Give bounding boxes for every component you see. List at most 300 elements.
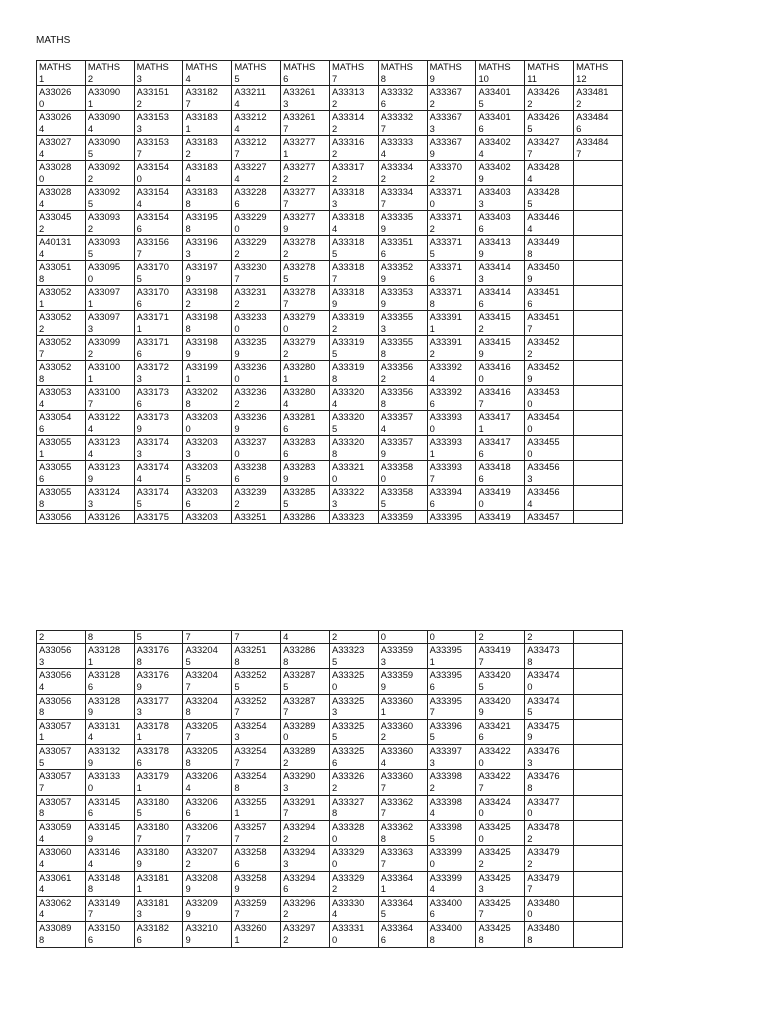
document-title: MATHS bbox=[36, 35, 71, 46]
table-cell: A33334 2 bbox=[378, 161, 427, 186]
table-cell: A33131 4 bbox=[85, 719, 134, 744]
table-cell: A33090 1 bbox=[85, 86, 134, 111]
table-cell: A33235 9 bbox=[232, 336, 281, 361]
table-cell: A33124 3 bbox=[85, 486, 134, 511]
table-cell: A33203 6 bbox=[183, 486, 232, 511]
table-cell: A33289 0 bbox=[281, 719, 330, 744]
table-cell: A33170 5 bbox=[134, 261, 183, 286]
table-cell: A33400 8 bbox=[427, 922, 476, 947]
table-cell bbox=[574, 795, 623, 820]
table-cell: 5 bbox=[134, 631, 183, 644]
table-cell: A33097 3 bbox=[85, 311, 134, 336]
table-cell: A33328 0 bbox=[329, 821, 378, 846]
table-cell: A33182 7 bbox=[183, 86, 232, 111]
table-cell: A33195 8 bbox=[183, 211, 232, 236]
table-cell: A33332 7 bbox=[378, 111, 427, 136]
table-cell: A33331 0 bbox=[329, 922, 378, 947]
table-cell: A33397 3 bbox=[427, 745, 476, 770]
table-cell: A33151 2 bbox=[134, 86, 183, 111]
table-cell: A33197 9 bbox=[183, 261, 232, 286]
table-cell: A33475 9 bbox=[525, 719, 574, 744]
table-cell: A33399 4 bbox=[427, 871, 476, 896]
table-row bbox=[37, 136, 623, 161]
table-cell: A33395 1 bbox=[427, 644, 476, 669]
table-cell: MATHS 2 bbox=[85, 61, 134, 86]
table-cell: A33156 7 bbox=[134, 236, 183, 261]
table-cell: A33181 3 bbox=[134, 896, 183, 921]
table-cell: A33212 4 bbox=[232, 111, 281, 136]
table-cell bbox=[574, 669, 623, 694]
table-cell: A33236 0 bbox=[232, 361, 281, 386]
table-cell: A33055 6 bbox=[37, 461, 86, 486]
table-cell: A33208 9 bbox=[183, 871, 232, 896]
table-cell: A33476 3 bbox=[525, 745, 574, 770]
table-cell: 2 bbox=[476, 631, 525, 644]
table-cell: A33057 5 bbox=[37, 745, 86, 770]
table-cell: A33059 4 bbox=[37, 821, 86, 846]
table-cell: A33204 8 bbox=[183, 694, 232, 719]
table-row bbox=[37, 286, 623, 311]
table-cell: 0 bbox=[427, 631, 476, 644]
table-cell bbox=[574, 461, 623, 486]
table-cell: A33149 7 bbox=[85, 896, 134, 921]
table-cell: A33352 9 bbox=[378, 261, 427, 286]
table-cell: A33206 4 bbox=[183, 770, 232, 795]
table-cell: A33278 7 bbox=[281, 286, 330, 311]
table-cell: A33398 4 bbox=[427, 795, 476, 820]
table-cell: A33056 4 bbox=[37, 669, 86, 694]
table-cell: A33395 6 bbox=[427, 669, 476, 694]
table-cell: A33176 8 bbox=[134, 644, 183, 669]
table-cell: A33198 2 bbox=[183, 286, 232, 311]
table-cell: A33473 8 bbox=[525, 644, 574, 669]
table-cell: A33056 8 bbox=[37, 694, 86, 719]
table-cell: A33417 1 bbox=[476, 411, 525, 436]
table-cell: A33052 2 bbox=[37, 311, 86, 336]
table-cell: A33363 7 bbox=[378, 846, 427, 871]
table-cell: A33055 8 bbox=[37, 486, 86, 511]
table-row bbox=[37, 461, 623, 486]
table-cell: A33320 8 bbox=[329, 436, 378, 461]
table-row bbox=[37, 211, 623, 236]
table-row bbox=[37, 694, 623, 719]
table-cell: A33260 1 bbox=[232, 922, 281, 947]
table-cell bbox=[574, 644, 623, 669]
table-cell: A33296 2 bbox=[281, 896, 330, 921]
table-cell: A33056 bbox=[37, 511, 86, 524]
table-cell: A33476 8 bbox=[525, 770, 574, 795]
table-cell bbox=[574, 211, 623, 236]
table-cell: A33092 5 bbox=[85, 186, 134, 211]
table-cell: MATHS 9 bbox=[427, 61, 476, 86]
table-cell: A33230 7 bbox=[232, 261, 281, 286]
table-cell: A33367 9 bbox=[427, 136, 476, 161]
table-cell: A33416 0 bbox=[476, 361, 525, 386]
table-cell: A33231 2 bbox=[232, 286, 281, 311]
table-cell: A33277 1 bbox=[281, 136, 330, 161]
table-cell: A33364 5 bbox=[378, 896, 427, 921]
table-cell: A33128 9 bbox=[85, 694, 134, 719]
table-cell: A33207 2 bbox=[183, 846, 232, 871]
table-cell: A33237 0 bbox=[232, 436, 281, 461]
table-cell: A33055 1 bbox=[37, 436, 86, 461]
table-cell: A33426 2 bbox=[525, 86, 574, 111]
table-cell: A33484 6 bbox=[574, 111, 623, 136]
table-cell: A33174 4 bbox=[134, 461, 183, 486]
table-cell: A33045 2 bbox=[37, 211, 86, 236]
table-row bbox=[37, 922, 623, 947]
table-cell: A33287 5 bbox=[281, 669, 330, 694]
table-cell bbox=[574, 286, 623, 311]
table-cell: MATHS 6 bbox=[281, 61, 330, 86]
table-cell: A33318 9 bbox=[329, 286, 378, 311]
table-cell: A33181 1 bbox=[134, 871, 183, 896]
table-cell: A33174 5 bbox=[134, 486, 183, 511]
table-cell: A33334 7 bbox=[378, 186, 427, 211]
table-cell: A33480 0 bbox=[525, 896, 574, 921]
table-cell bbox=[574, 236, 623, 261]
table-cell: A33367 3 bbox=[427, 111, 476, 136]
table-cell: A33396 5 bbox=[427, 719, 476, 744]
table-cell bbox=[574, 386, 623, 411]
table-cell: A33122 4 bbox=[85, 411, 134, 436]
table-cell: A33325 3 bbox=[329, 694, 378, 719]
table-cell: A33053 4 bbox=[37, 386, 86, 411]
table-cell: A33061 4 bbox=[37, 871, 86, 896]
table-cell: A33425 2 bbox=[476, 846, 525, 871]
table-cell: A33261 3 bbox=[281, 86, 330, 111]
table-cell: A33286 bbox=[281, 511, 330, 524]
table-cell: A33316 2 bbox=[329, 136, 378, 161]
table-cell: A33420 9 bbox=[476, 694, 525, 719]
table-cell: A33028 4 bbox=[37, 186, 86, 211]
table-cell: A33199 1 bbox=[183, 361, 232, 386]
table-cell: A33395 7 bbox=[427, 694, 476, 719]
table-cell: A33278 5 bbox=[281, 261, 330, 286]
table-cell: A33319 2 bbox=[329, 311, 378, 336]
table-cell: A33254 3 bbox=[232, 719, 281, 744]
table-cell: A33057 8 bbox=[37, 795, 86, 820]
table-cell: A33318 3 bbox=[329, 186, 378, 211]
table-cell: MATHS 4 bbox=[183, 61, 232, 86]
table-cell: A33093 5 bbox=[85, 236, 134, 261]
table-cell: A33128 1 bbox=[85, 644, 134, 669]
table-cell: A33178 6 bbox=[134, 745, 183, 770]
table-cell: A33479 2 bbox=[525, 846, 574, 871]
table-cell: A33258 9 bbox=[232, 871, 281, 896]
table-cell: MATHS 1 bbox=[37, 61, 86, 86]
table-cell: A33252 7 bbox=[232, 694, 281, 719]
table-cell bbox=[574, 361, 623, 386]
table-cell: A33176 9 bbox=[134, 669, 183, 694]
table-cell: A33320 4 bbox=[329, 386, 378, 411]
table-cell: A33093 2 bbox=[85, 211, 134, 236]
table-cell bbox=[574, 161, 623, 186]
table-cell: MATHS 8 bbox=[378, 61, 427, 86]
table-cell: A33320 5 bbox=[329, 411, 378, 436]
table-cell: A33252 5 bbox=[232, 669, 281, 694]
table-cell: A33210 9 bbox=[183, 922, 232, 947]
table-cell: A33370 2 bbox=[427, 161, 476, 186]
table-row bbox=[37, 486, 623, 511]
table-cell: A33229 0 bbox=[232, 211, 281, 236]
table-cell: A33052 1 bbox=[37, 286, 86, 311]
table-row bbox=[37, 745, 623, 770]
table-cell: A33357 4 bbox=[378, 411, 427, 436]
table-cell: A33183 8 bbox=[183, 186, 232, 211]
table-cell: A33177 3 bbox=[134, 694, 183, 719]
table-cell: A33353 9 bbox=[378, 286, 427, 311]
table-cell: A33359 bbox=[378, 511, 427, 524]
table-cell: A33360 4 bbox=[378, 745, 427, 770]
table-cell bbox=[574, 261, 623, 286]
table-cell: A33183 1 bbox=[183, 111, 232, 136]
table-cell: A33360 7 bbox=[378, 770, 427, 795]
table-cell: A33297 2 bbox=[281, 922, 330, 947]
table-cell: A33052 7 bbox=[37, 336, 86, 361]
table-cell: A33425 3 bbox=[476, 871, 525, 896]
table-row bbox=[37, 719, 623, 744]
table-cell: A33355 3 bbox=[378, 311, 427, 336]
table-cell: A33371 2 bbox=[427, 211, 476, 236]
table-cell: A33413 9 bbox=[476, 236, 525, 261]
table-cell: 8 bbox=[85, 631, 134, 644]
table-cell: A33427 7 bbox=[525, 136, 574, 161]
table-row bbox=[37, 261, 623, 286]
table-cell: A33238 6 bbox=[232, 461, 281, 486]
table-cell bbox=[574, 511, 623, 524]
table-cell: A33419 0 bbox=[476, 486, 525, 511]
table-cell bbox=[574, 311, 623, 336]
table-cell: A33371 0 bbox=[427, 186, 476, 211]
table-row bbox=[37, 871, 623, 896]
table-cell: A33054 6 bbox=[37, 411, 86, 436]
table-cell: A33392 6 bbox=[427, 386, 476, 411]
table-cell: A33146 4 bbox=[85, 846, 134, 871]
table-cell bbox=[574, 871, 623, 896]
table-cell: A33399 0 bbox=[427, 846, 476, 871]
table-cell: A33393 0 bbox=[427, 411, 476, 436]
table-cell: A33371 5 bbox=[427, 236, 476, 261]
table-cell: 2 bbox=[37, 631, 86, 644]
table-cell: A33418 6 bbox=[476, 461, 525, 486]
table-cell: A33278 2 bbox=[281, 236, 330, 261]
table-cell: A33279 0 bbox=[281, 311, 330, 336]
table-cell: A33229 2 bbox=[232, 236, 281, 261]
table-cell: A33204 7 bbox=[183, 669, 232, 694]
table-cell: A33183 2 bbox=[183, 136, 232, 161]
table-cell: A33314 2 bbox=[329, 111, 378, 136]
table-cell: A33356 2 bbox=[378, 361, 427, 386]
table-row bbox=[37, 511, 623, 524]
table-cell: A33393 7 bbox=[427, 461, 476, 486]
table-cell: A33325 6 bbox=[329, 745, 378, 770]
table-cell: A33425 8 bbox=[476, 922, 525, 947]
table-cell: A33321 0 bbox=[329, 461, 378, 486]
table-cell: A33452 9 bbox=[525, 361, 574, 386]
table-cell: A33100 1 bbox=[85, 361, 134, 386]
table-cell: A33415 9 bbox=[476, 336, 525, 361]
table-cell: A33360 1 bbox=[378, 694, 427, 719]
table-cell: A33258 6 bbox=[232, 846, 281, 871]
table-cell: A33180 9 bbox=[134, 846, 183, 871]
table-cell: MATHS 10 bbox=[476, 61, 525, 86]
table-cell: A33425 0 bbox=[476, 821, 525, 846]
table-cell: A33209 9 bbox=[183, 896, 232, 921]
table-cell: 7 bbox=[183, 631, 232, 644]
table-cell: A33206 6 bbox=[183, 795, 232, 820]
table-cell: A33322 3 bbox=[329, 486, 378, 511]
table-cell: A33255 1 bbox=[232, 795, 281, 820]
table-cell: A33170 6 bbox=[134, 286, 183, 311]
table-row bbox=[37, 161, 623, 186]
table-cell: A33400 6 bbox=[427, 896, 476, 921]
table-row bbox=[37, 111, 623, 136]
table-cell: A33099 2 bbox=[85, 336, 134, 361]
table-cell: A33205 7 bbox=[183, 719, 232, 744]
table-cell: A33420 5 bbox=[476, 669, 525, 694]
table-cell: A33393 1 bbox=[427, 436, 476, 461]
table-row bbox=[37, 336, 623, 361]
table-cell: A33128 6 bbox=[85, 669, 134, 694]
table-cell: A33453 0 bbox=[525, 386, 574, 411]
table-cell: A33283 9 bbox=[281, 461, 330, 486]
table-cell: A33291 7 bbox=[281, 795, 330, 820]
table-cell: A33277 9 bbox=[281, 211, 330, 236]
table-cell: A33424 0 bbox=[476, 795, 525, 820]
table-cell: A33362 7 bbox=[378, 795, 427, 820]
table-cell: A33419 7 bbox=[476, 644, 525, 669]
table-row bbox=[37, 186, 623, 211]
table-cell: A33090 4 bbox=[85, 111, 134, 136]
table-cell: A33403 3 bbox=[476, 186, 525, 211]
table-cell: A33362 8 bbox=[378, 821, 427, 846]
table-cell bbox=[574, 631, 623, 644]
table-cell: A33277 2 bbox=[281, 161, 330, 186]
table-cell bbox=[574, 922, 623, 947]
table-cell: A33281 6 bbox=[281, 411, 330, 436]
table-cell: A33478 2 bbox=[525, 821, 574, 846]
table-cell: A33172 3 bbox=[134, 361, 183, 386]
table-cell: A33480 8 bbox=[525, 922, 574, 947]
table-cell: A33060 4 bbox=[37, 846, 86, 871]
table-cell: 7 bbox=[232, 631, 281, 644]
table-cell bbox=[574, 436, 623, 461]
table-cell: A33323 bbox=[329, 511, 378, 524]
table-cell: A33239 2 bbox=[232, 486, 281, 511]
table-row bbox=[37, 846, 623, 871]
table-cell: A33398 5 bbox=[427, 821, 476, 846]
table-cell: A33153 3 bbox=[134, 111, 183, 136]
table-cell: A33203 0 bbox=[183, 411, 232, 436]
table-cell: A33422 0 bbox=[476, 745, 525, 770]
table-cell: A33089 8 bbox=[37, 922, 86, 947]
table-cell: A33359 9 bbox=[378, 669, 427, 694]
table-cell: A33154 4 bbox=[134, 186, 183, 211]
table-cell bbox=[574, 745, 623, 770]
table-cell bbox=[574, 821, 623, 846]
table-cell: MATHS 3 bbox=[134, 61, 183, 86]
table-cell: A33392 4 bbox=[427, 361, 476, 386]
table-cell: A33236 2 bbox=[232, 386, 281, 411]
table-cell: A33227 4 bbox=[232, 161, 281, 186]
table-cell: A33205 8 bbox=[183, 745, 232, 770]
table-cell: A33027 4 bbox=[37, 136, 86, 161]
table-cell bbox=[574, 411, 623, 436]
table-cell: A33414 6 bbox=[476, 286, 525, 311]
table-row bbox=[37, 896, 623, 921]
table-cell: A33325 0 bbox=[329, 669, 378, 694]
table-row bbox=[37, 669, 623, 694]
table-cell: A33198 9 bbox=[183, 336, 232, 361]
table-cell: A33332 6 bbox=[378, 86, 427, 111]
table-cell: A33402 4 bbox=[476, 136, 525, 161]
table-cell: A33356 8 bbox=[378, 386, 427, 411]
table-cell: A33100 7 bbox=[85, 386, 134, 411]
table-cell: A33294 3 bbox=[281, 846, 330, 871]
table-cell: A33456 4 bbox=[525, 486, 574, 511]
table-cell: A33351 6 bbox=[378, 236, 427, 261]
table-row bbox=[37, 411, 623, 436]
table-cell: A33401 6 bbox=[476, 111, 525, 136]
table-cell: A33228 6 bbox=[232, 186, 281, 211]
table-cell: A33206 7 bbox=[183, 821, 232, 846]
table-cell: A33323 5 bbox=[329, 644, 378, 669]
table-cell: A33446 4 bbox=[525, 211, 574, 236]
table-cell: A33294 2 bbox=[281, 821, 330, 846]
table-cell: 2 bbox=[329, 631, 378, 644]
table-cell: A33329 2 bbox=[329, 871, 378, 896]
table-cell: A33333 4 bbox=[378, 136, 427, 161]
table-cell: A33251 8 bbox=[232, 644, 281, 669]
table-cell: A33052 8 bbox=[37, 361, 86, 386]
table-cell: 4 bbox=[281, 631, 330, 644]
table-cell: A33319 5 bbox=[329, 336, 378, 361]
table-cell: A33364 6 bbox=[378, 922, 427, 947]
table-cell: A33092 2 bbox=[85, 161, 134, 186]
table-cell: A33154 0 bbox=[134, 161, 183, 186]
table-cell bbox=[574, 186, 623, 211]
table-cell: A33360 2 bbox=[378, 719, 427, 744]
table-cell bbox=[574, 336, 623, 361]
table-cell: 0 bbox=[378, 631, 427, 644]
table-cell: A33450 9 bbox=[525, 261, 574, 286]
table-cell: A33123 4 bbox=[85, 436, 134, 461]
table-row bbox=[37, 436, 623, 461]
table-row bbox=[37, 86, 623, 111]
table-cell: A33259 7 bbox=[232, 896, 281, 921]
table-cell: A33148 8 bbox=[85, 871, 134, 896]
table-cell: A33180 5 bbox=[134, 795, 183, 820]
table-cell: A33028 0 bbox=[37, 161, 86, 186]
table-cell: A33326 2 bbox=[329, 770, 378, 795]
table-cell: A33178 1 bbox=[134, 719, 183, 744]
table-cell: A33056 3 bbox=[37, 644, 86, 669]
table-row bbox=[37, 644, 623, 669]
table-cell: A33277 7 bbox=[281, 186, 330, 211]
table-cell: A33364 1 bbox=[378, 871, 427, 896]
table-cell: A33251 bbox=[232, 511, 281, 524]
table-cell: A33062 4 bbox=[37, 896, 86, 921]
table-cell: A33057 1 bbox=[37, 719, 86, 744]
table-cell: MATHS 12 bbox=[574, 61, 623, 86]
table-cell: A33313 2 bbox=[329, 86, 378, 111]
table-cell: A33422 7 bbox=[476, 770, 525, 795]
table-cell: MATHS 7 bbox=[329, 61, 378, 86]
table-cell: A33294 6 bbox=[281, 871, 330, 896]
table-row bbox=[37, 631, 623, 644]
table-cell: A33449 8 bbox=[525, 236, 574, 261]
